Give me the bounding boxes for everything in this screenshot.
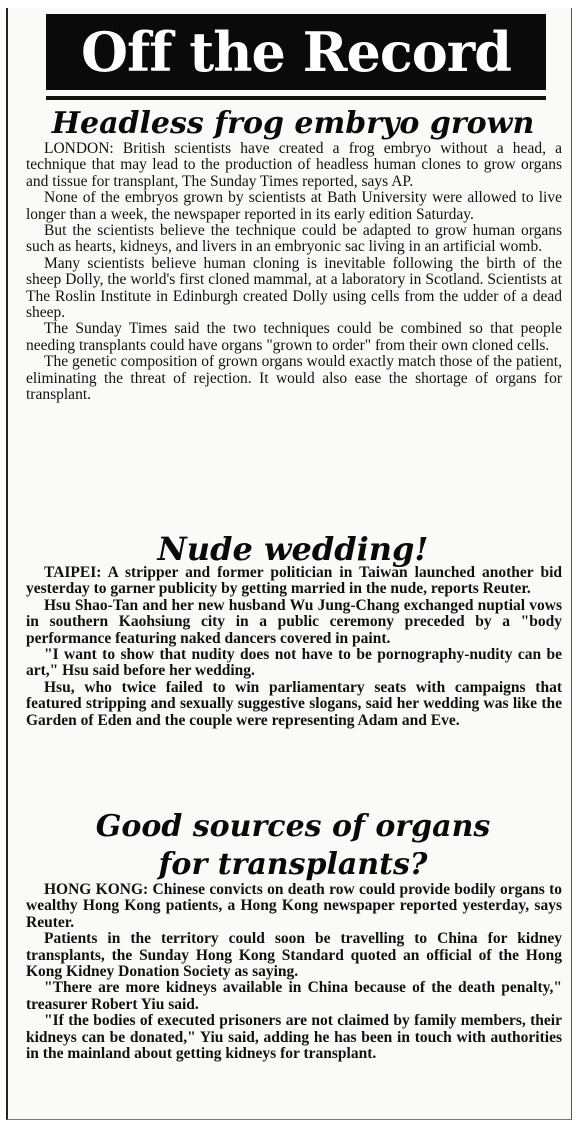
story-paragraph: TAIPEI: A stripper and former politician in Taiwan launched another bid yesterday to garner publicity by getting married in the nude, reports Reuter.	[26, 564, 562, 598]
masthead-title: Off the Record	[81, 20, 511, 84]
story-nude-wedding	[26, 565, 562, 729]
story-paragraph: LONDON: British scientists have created a frog embryo without a head, a technique that may lead to the production of headless human clones to grow organs and tissue for transplant, The Sunday Times reported, says AP.	[26, 140, 562, 190]
masthead-rule	[46, 96, 546, 100]
headline-line-1: Good sources of organs	[95, 809, 491, 844]
story-paragraph: HONG KONG: Chinese convicts on death row could provide bodily organs to wealthy Hong Kong patients, a Hong Kong newspaper reported yesterday, says Reuter.	[26, 881, 562, 931]
story-paragraph: "If the bodies of executed prisoners are not claimed by family members, their kidneys can be donated," Yiu said, adding he has been in touch with authorities in the mainland about getting kidneys for transplant.	[26, 1012, 562, 1063]
story-paragraph: "I want to show that nudity does not have to be pornography-nudity can be art," Hsu said before her wedding.	[26, 646, 562, 680]
story-paragraph: Many scientists believe human cloning is inevitable following the birth of the sheep Dolly, the world's first cloned mammal, at a laboratory in Scotland. Scientists at The Roslin Institute in Edinburgh created Dolly using cells from the udder of a dead sheep.	[26, 254, 562, 322]
story-paragraph: None of the embryos grown by scientists at Bath University were allowed to live longer than a week, the newspaper reported in its early edition Saturday.	[26, 189, 562, 223]
story-paragraph: But the scientists believe the technique could be adapted to grow human organs such as hearts, kidneys, and livers in an embryonic sac living in an artificial womb.	[26, 222, 562, 256]
headline-line-2: for transplants?	[158, 847, 428, 882]
headline-organ-sources	[20, 808, 566, 884]
headline-frog-embryo: Headless frog embryo grown	[51, 106, 535, 141]
story-paragraph: Patients in the territory could soon be travelling to China for kidney transplants, the Sunday Hong Kong Standard quoted an official of the Hong Kong Kidney Donation Society as saying.	[26, 930, 562, 981]
story-paragraph: The Sunday Times said the two techniques could be combined so that people needing transplants could have organs "grown to order" from their own cloned cells.	[26, 320, 562, 354]
story-paragraph: The genetic composition of grown organs would exactly match those of the patient, eliminating the threat of rejection. It would also ease the shortage of organs for transplant.	[26, 353, 562, 404]
story-frog-embryo	[26, 141, 562, 404]
story-paragraph: "There are more kidneys available in China because of the death penalty," treasurer Robert Yiu said.	[26, 979, 562, 1013]
story-paragraph: Hsu Shao-Tan and her new husband Wu Jung-Chang exchanged nuptial vows in southern Kaohsiung city in a public ceremony preceded by a "body performance featuring naked dancers covered in paint.	[26, 596, 562, 647]
masthead-banner	[46, 14, 546, 90]
headline-nude-wedding: Nude wedding!	[157, 530, 429, 568]
story-organ-sources	[26, 882, 562, 1062]
story-paragraph: Hsu, who twice failed to win parliamentary seats with campaigns that featured stripping and sexually suggestive slogans, said her wedding was like the Garden of Eden and the couple were representing Adam and Eve.	[26, 678, 562, 729]
